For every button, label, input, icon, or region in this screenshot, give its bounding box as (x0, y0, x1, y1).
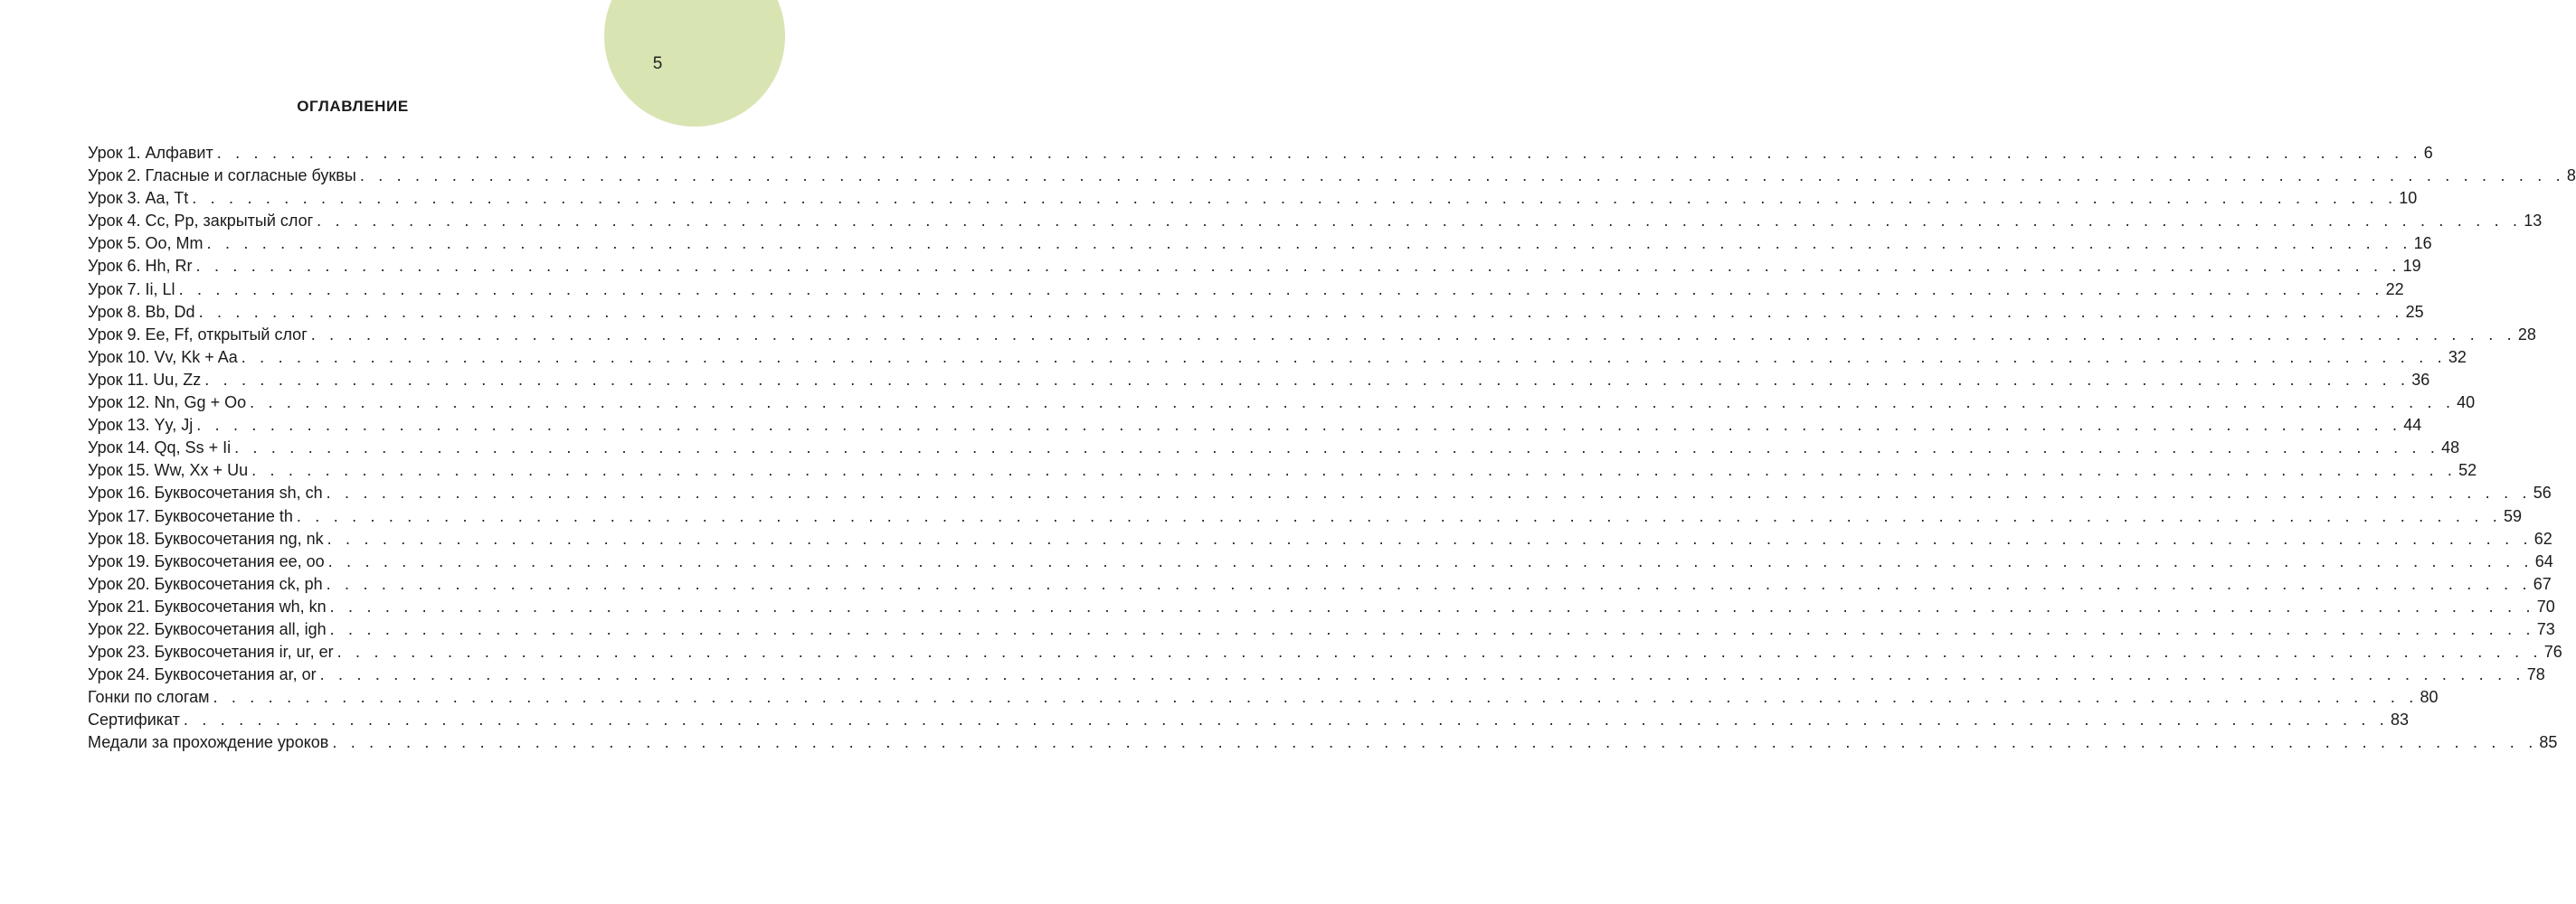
toc-entry-label: Урок 24. Буквосочетания ar, or (88, 665, 317, 684)
toc-entry[interactable] (88, 709, 2409, 731)
toc-entry-label: Урок 22. Буквосочетания all, igh (88, 619, 327, 638)
toc-entry-page: 10 (2399, 189, 2418, 208)
toc-dot-leader: . . . . . . . . . . . . . . . . . . . . . . . . . . . . . . . . . . . . . . . . . . . . . . . . . . . . . . . . . . . . . . . . . . . . . . . . . . . . . . . . . . . . . . . . . . . . . . . . . . . . . . . . . . . . . . . . . . . . . . . . (327, 551, 2533, 570)
toc-entry[interactable] (88, 369, 2430, 391)
toc-entry[interactable] (88, 165, 2576, 187)
toc-entry[interactable] (88, 551, 2553, 573)
toc-entry-page: 56 (2533, 484, 2552, 503)
toc-entry-label: Урок 9. Ee, Ff, открытый слог (88, 325, 308, 344)
toc-entry-label: Урок 3. Aa, Tt (88, 189, 189, 208)
page-number: 5 (652, 54, 663, 73)
toc-entry[interactable] (88, 686, 2439, 709)
toc-entry[interactable] (88, 731, 2558, 754)
toc-dot-leader: . . . . . . . . . . . . . . . . . . . . . . . . . . . . . . . . . . . . . . . . . . . . . . . . . . . . . . . . . . . . . . . . . . . . . . . . . . . . . . . . . . . . . . . . . . . . . . . . . . . . . . . . . . . . . . . . . . . . . . . . (326, 484, 2532, 503)
toc-dot-leader: . . . . . . . . . . . . . . . . . . . . . . . . . . . . . . . . . . . . . . . . . . . . . . . . . . . . . . . . . . . . . . . . . . . . . . . . . . . . . . . . . . . . . . . . . . . . . . . . . . . . . . . . . . . . . . . . . . . . . . . . (326, 574, 2532, 593)
toc-dot-leader: . . . . . . . . . . . . . . . . . . . . . . . . . . . . . . . . . . . . . . . . . . . . . . . . . . . . . . . . . . . . . . . . . . . . . . . . . . . . . . . . . . . . . . . . . . . . . . . . . . . . . . . . . . . . . . . . . . . . . . . . (196, 416, 2402, 435)
toc-entry[interactable] (88, 142, 2433, 165)
toc-dot-leader: . . . . . . . . . . . . . . . . . . . . . . . . . . . . . . . . . . . . . . . . . . . . . . . . . . . . . . . . . . . . . . . . . . . . . . . . . . . . . . . . . . . . . . . . . . . . . . . . . . . . . . . . . . . . . . . . . . . . . . . . (195, 257, 2401, 276)
toc-entry-page: 59 (2503, 506, 2522, 525)
toc-entry-label: Урок 5. Oo, Mm (88, 234, 204, 253)
toc-entry[interactable] (88, 346, 2467, 369)
toc-entry-label: Урок 20. Буквосочетания ck, ph (88, 574, 323, 593)
toc-entry-page: 64 (2534, 551, 2553, 570)
toc-entry[interactable] (88, 528, 2552, 551)
toc-entry-label: Урок 7. Ii, Ll (88, 279, 175, 298)
toc-entry-label: Урок 16. Буквосочетания sh, ch (88, 484, 323, 503)
toc-entry-page: 28 (2517, 325, 2536, 344)
toc-entry[interactable] (88, 505, 2522, 528)
toc-list (88, 142, 2576, 755)
toc-entry[interactable] (88, 210, 2543, 232)
toc-entry[interactable] (88, 414, 2422, 437)
toc-entry-page: 83 (2390, 711, 2409, 730)
toc-entry[interactable] (88, 459, 2477, 482)
toc-entry-page: 32 (2448, 347, 2467, 366)
toc-entry-label: Урок 14. Qq, Ss + Ii (88, 438, 232, 457)
toc-entry[interactable] (88, 187, 2418, 210)
toc-entry-page: 62 (2533, 529, 2552, 548)
toc-entry-page: 22 (2385, 279, 2404, 298)
toc-entry-label: Урок 21. Буквосочетания wh, kn (88, 597, 327, 616)
toc-entry-page: 67 (2533, 574, 2552, 593)
toc-entry-label: Урок 15. Ww, Xx + Uu (88, 461, 249, 480)
toc-dot-leader: . . . . . . . . . . . . . . . . . . . . . . . . . . . . . . . . . . . . . . . . . . . . . . . . . . . . . . . . . . . . . . . . . . . . . . . . . . . . . . . . . . . . . . . . . . . . . . . . . . . . . . . . . . . . . . . . . . . . . . . . (327, 529, 2533, 548)
toc-dot-leader: . . . . . . . . . . . . . . . . . . . . . . . . . . . . . . . . . . . . . . . . . . . . . . . . . . . . . . . . . . . . . . . . . . . . . . . . . . . . . . . . . . . . . . . . . . . . . . . . . . . . . . . . . . . . . . . . . . . . . . . . (310, 325, 2516, 344)
toc-dot-leader: . . . . . . . . . . . . . . . . . . . . . . . . . . . . . . . . . . . . . . . . . . . . . . . . . . . . . . . . . . . . . . . . . . . . . . . . . . . . . . . . . . . . . . . . . . . . . . . . . . . . . . . . . . . . . . . . . . . . . . . . (178, 279, 2384, 298)
toc-dot-leader: . . . . . . . . . . . . . . . . . . . . . . . . . . . . . . . . . . . . . . . . . . . . . . . . . . . . . . . . . . . . . . . . . . . . . . . . . . . . . . . . . . . . . . . . . . . . . . . . . . . . . . . . . . . . . . . . . . . . . . . . (359, 166, 2565, 185)
toc-dot-leader: . . . . . . . . . . . . . . . . . . . . . . . . . . . . . . . . . . . . . . . . . . . . . . . . . . . . . . . . . . . . . . . . . . . . . . . . . . . . . . . . . . . . . . . . . . . . . . . . . . . . . . . . . . . . . . . . . . . . . . . . (213, 688, 2419, 707)
toc-dot-leader: . . . . . . . . . . . . . . . . . . . . . . . . . . . . . . . . . . . . . . . . . . . . . . . . . . . . . . . . . . . . . . . . . . . . . . . . . . . . . . . . . . . . . . . . . . . . . . . . . . . . . . . . . . . . . . . . . . . . . . . . (250, 393, 2456, 412)
toc-entry[interactable] (88, 324, 2536, 346)
toc-entry-label: Урок 18. Буквосочетания ng, nk (88, 529, 324, 548)
toc-dot-leader: . . . . . . . . . . . . . . . . . . . . . . . . . . . . . . . . . . . . . . . . . . . . . . . . . . . . . . . . . . . . . . . . . . . . . . . . . . . . . . . . . . . . . . . . . . . . . . . . . . . . . . . . . . . . . . . . . . . . . . . . (319, 665, 2525, 684)
toc-dot-leader: . . . . . . . . . . . . . . . . . . . . . . . . . . . . . . . . . . . . . . . . . . . . . . . . . . . . . . . . . . . . . . . . . . . . . . . . . . . . . . . . . . . . . . . . . . . . . . . . . . . . . . . . . . . . . . . . . . . . . . . . (241, 347, 2447, 366)
toc-entry-page: 85 (2539, 733, 2558, 752)
toc-entry-page: 19 (2402, 257, 2421, 276)
toc-dot-leader: . . . . . . . . . . . . . . . . . . . . . . . . . . . . . . . . . . . . . . . . . . . . . . . . . . . . . . . . . . . . . . . . . . . . . . . . . . . . . . . . . . . . . . . . . . . . . . . . . . . . . . . . . . . . . . . . . . . . . . . . (336, 643, 2543, 662)
toc-entry[interactable] (88, 437, 2460, 459)
toc-entry-label: Урок 1. Алфавит (88, 144, 213, 162)
toc-dot-leader: . . . . . . . . . . . . . . . . . . . . . . . . . . . . . . . . . . . . . . . . . . . . . . . . . . . . . . . . . . . . . . . . . . . . . . . . . . . . . . . . . . . . . . . . . . . . . . . . . . . . . . . . . . . . . . . . . . . . . . . . (206, 234, 2412, 253)
toc-entry-label: Урок 10. Vv, Kk + Aa (88, 347, 238, 366)
toc-dot-leader: . . . . . . . . . . . . . . . . . . . . . . . . . . . . . . . . . . . . . . . . . . . . . . . . . . . . . . . . . . . . . . . . . . . . . . . . . . . . . . . . . . . . . . . . . . . . . . . . . . . . . . . . . . . . . . . . . . . . . . . . (317, 212, 2523, 231)
toc-entry-page: 78 (2526, 665, 2545, 684)
toc-entry-label: Урок 11. Uu, Zz (88, 370, 202, 389)
toc-entry[interactable] (88, 301, 2424, 324)
toc-entry[interactable] (88, 641, 2562, 664)
toc-entry-page: 40 (2457, 393, 2476, 412)
toc-entry-label: Урок 23. Буквосочетания ir, ur, er (88, 643, 334, 662)
toc-dot-leader: . . . . . . . . . . . . . . . . . . . . . . . . . . . . . . . . . . . . . . . . . . . . . . . . . . . . . . . . . . . . . . . . . . . . . . . . . . . . . . . . . . . . . . . . . . . . . . . . . . . . . . . . . . . . . . . . . . . . . . . . (234, 438, 2440, 457)
toc-dot-leader: . . . . . . . . . . . . . . . . . . . . . . . . . . . . . . . . . . . . . . . . . . . . . . . . . . . . . . . . . . . . . . . . . . . . . . . . . . . . . . . . . . . . . . . . . . . . . . . . . . . . . . . . . . . . . . . . . . . . . . . . (332, 733, 2538, 752)
toc-entry-label: Гонки по слогам (88, 688, 210, 707)
toc-dot-leader: . . . . . . . . . . . . . . . . . . . . . . . . . . . . . . . . . . . . . . . . . . . . . . . . . . . . . . . . . . . . . . . . . . . . . . . . . . . . . . . . . . . . . . . . . . . . . . . . . . . . . . . . . . . . . . . . . . . . . . . . (329, 619, 2535, 638)
toc-entry-page: 76 (2543, 643, 2562, 662)
toc-entry-page: 48 (2441, 438, 2460, 457)
toc-entry-page: 25 (2405, 302, 2424, 321)
toc-entry[interactable] (88, 573, 2552, 596)
toc-dot-leader: . . . . . . . . . . . . . . . . . . . . . . . . . . . . . . . . . . . . . . . . . . . . . . . . . . . . . . . . . . . . . . . . . . . . . . . . . . . . . . . . . . . . . . . . . . . . . . . . . . . . . . . . . . . . . . . . . . . . . . . . (192, 189, 2398, 208)
toc-entry[interactable] (88, 596, 2555, 618)
toc-entry-label: Урок 8. Bb, Dd (88, 302, 195, 321)
toc-entry-label: Медали за прохождение уроков (88, 733, 329, 752)
toc-entry[interactable] (88, 232, 2432, 255)
toc-title: ОГЛАВЛЕНИЕ (297, 98, 409, 115)
toc-entry-label: Урок 2. Гласные и согласные буквы (88, 166, 356, 185)
toc-dot-leader: . . . . . . . . . . . . . . . . . . . . . . . . . . . . . . . . . . . . . . . . . . . . . . . . . . . . . . . . . . . . . . . . . . . . . . . . . . . . . . . . . . . . . . . . . . . . . . . . . . . . . . . . . . . . . . . . . . . . . . . . (329, 597, 2535, 616)
toc-dot-leader: . . . . . . . . . . . . . . . . . . . . . . . . . . . . . . . . . . . . . . . . . . . . . . . . . . . . . . . . . . . . . . . . . . . . . . . . . . . . . . . . . . . . . . . . . . . . . . . . . . . . . . . . . . . . . . . . . . . . . . . . (216, 144, 2422, 162)
toc-entry[interactable] (88, 391, 2476, 414)
toc-entry[interactable] (88, 278, 2404, 301)
toc-entry-label: Сертификат (88, 711, 180, 730)
toc-dot-leader: . . . . . . . . . . . . . . . . . . . . . . . . . . . . . . . . . . . . . . . . . . . . . . . . . . . . . . . . . . . . . . . . . . . . . . . . . . . . . . . . . . . . . . . . . . . . . . . . . . . . . . . . . . . . . . . . . . . . . . . . (296, 506, 2502, 525)
toc-dot-leader: . . . . . . . . . . . . . . . . . . . . . . . . . . . . . . . . . . . . . . . . . . . . . . . . . . . . . . . . . . . . . . . . . . . . . . . . . . . . . . . . . . . . . . . . . . . . . . . . . . . . . . . . . . . . . . . . . . . . . . . . (204, 370, 2410, 389)
toc-entry-page: 13 (2524, 212, 2543, 231)
toc-entry-page: 6 (2423, 144, 2433, 162)
toc-entry-page: 16 (2413, 234, 2432, 253)
toc-entry-label: Урок 6. Hh, Rr (88, 257, 193, 276)
toc-entry-page: 36 (2411, 370, 2430, 389)
toc-entry-label: Урок 4. Cc, Pp, закрытый слог (88, 212, 314, 231)
toc-dot-leader: . . . . . . . . . . . . . . . . . . . . . . . . . . . . . . . . . . . . . . . . . . . . . . . . . . . . . . . . . . . . . . . . . . . . . . . . . . . . . . . . . . . . . . . . . . . . . . . . . . . . . . . . . . . . . . . . . . . . . . . . (198, 302, 2404, 321)
toc-entry[interactable] (88, 255, 2421, 278)
toc-entry-label: Урок 12. Nn, Gg + Oo (88, 393, 247, 412)
toc-entry-page: 52 (2458, 461, 2477, 480)
toc-entry[interactable] (88, 664, 2545, 686)
toc-entry-label: Урок 13. Yy, Jj (88, 416, 194, 435)
toc-entry[interactable] (88, 482, 2552, 504)
toc-entry-page: 44 (2403, 416, 2422, 435)
toc-entry[interactable] (88, 618, 2555, 641)
toc-entry-page: 70 (2536, 597, 2555, 616)
toc-entry-page: 80 (2420, 688, 2439, 707)
toc-dot-leader: . . . . . . . . . . . . . . . . . . . . . . . . . . . . . . . . . . . . . . . . . . . . . . . . . . . . . . . . . . . . . . . . . . . . . . . . . . . . . . . . . . . . . . . . . . . . . . . . . . . . . . . . . . . . . . . . . . . . . . . . (183, 711, 2389, 730)
toc-dot-leader: . . . . . . . . . . . . . . . . . . . . . . . . . . . . . . . . . . . . . . . . . . . . . . . . . . . . . . . . . . . . . . . . . . . . . . . . . . . . . . . . . . . . . . . . . . . . . . . . . . . . . . . . . . . . . . . . . . . . . . . . (251, 461, 2458, 480)
toc-entry-page: 8 (2566, 166, 2576, 185)
toc-entry-label: Урок 17. Буквосочетание th (88, 506, 293, 525)
toc-entry-page: 73 (2536, 619, 2555, 638)
toc-entry-label: Урок 19. Буквосочетания ee, oo (88, 551, 325, 570)
